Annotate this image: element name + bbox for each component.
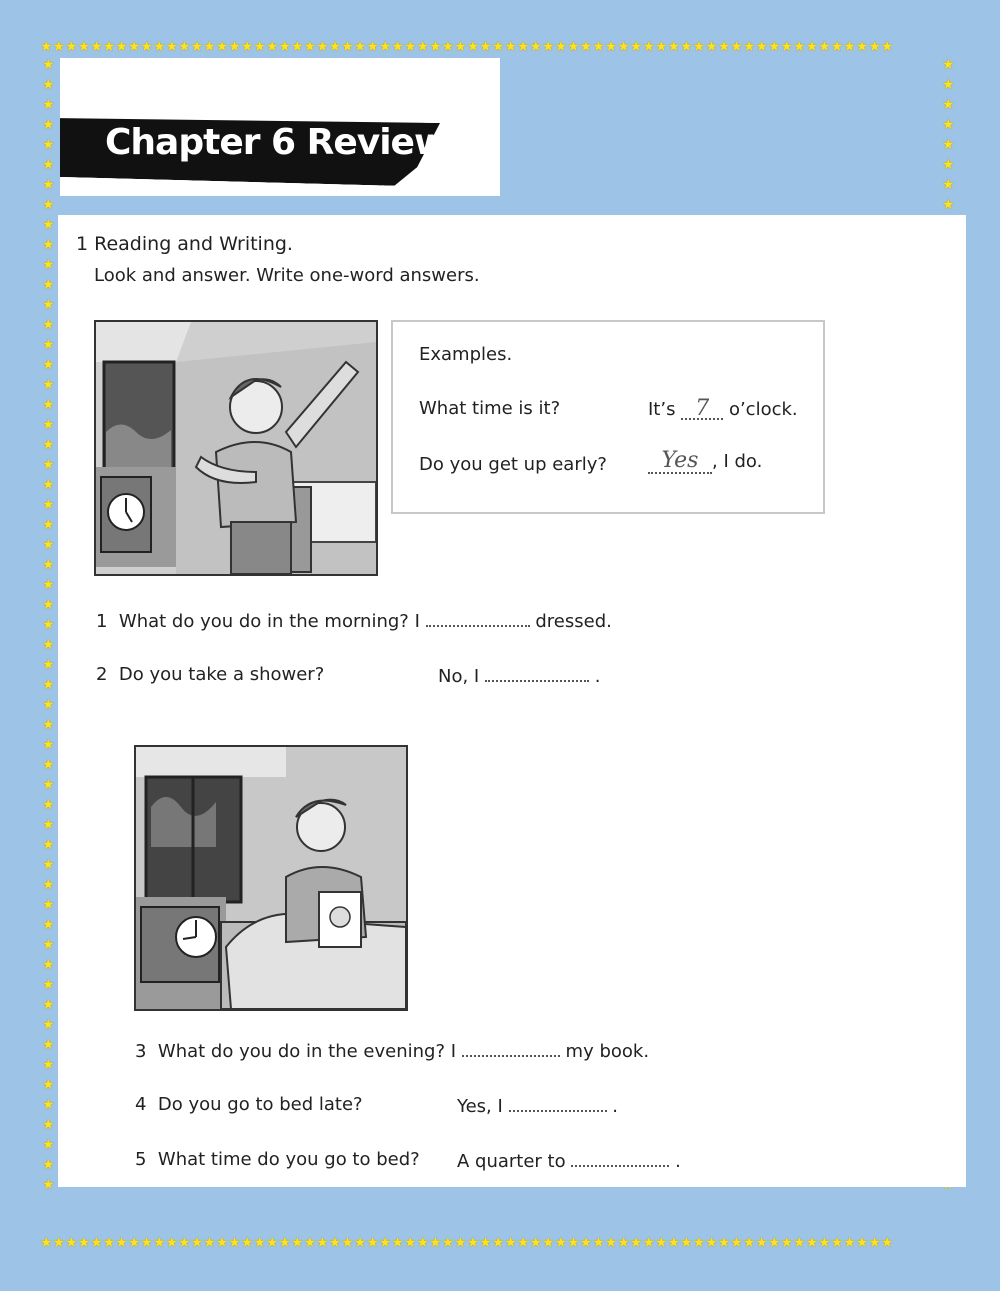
answer-blank[interactable]: [462, 1039, 560, 1057]
answer-suffix: my book.: [565, 1041, 650, 1062]
morning-picture: [94, 320, 378, 576]
example-question: What time is it?: [419, 398, 561, 419]
example-answer: [648, 448, 762, 474]
answer-5: [457, 1149, 681, 1172]
page-title: Chapter 6 Review: [105, 122, 447, 163]
question-text: What do you do in the evening?: [157, 1041, 446, 1062]
answer-blank[interactable]: [485, 664, 589, 682]
example-answer-fill: Yes: [648, 448, 712, 474]
star-border-bottom: ★★★★★★★★★★★★★★★★★★★★★★★★★★★★★★★★★★★★★★★★★★★★★★★★★★★★★★★★★★★★★★★★★★★★: [40, 1236, 894, 1251]
morning-illustration: [96, 322, 376, 574]
question-number: 2: [96, 664, 108, 685]
answer-prefix: No, I: [438, 666, 480, 687]
question-1: [96, 609, 612, 632]
example-answer-suffix: o’clock.: [728, 399, 798, 420]
question-number: 3: [135, 1041, 147, 1062]
answer-prefix: I: [450, 1041, 457, 1062]
section-title: 1 Reading and Writing.: [76, 233, 293, 255]
star-border-top: ★★★★★★★★★★★★★★★★★★★★★★★★★★★★★★★★★★★★★★★★★★★★★★★★★★★★★★★★★★★★★★★★★★★★: [40, 40, 894, 55]
answer-blank[interactable]: [509, 1094, 607, 1112]
section-instruction: Look and answer. Write one-word answers.: [94, 265, 480, 286]
question-4: [135, 1094, 363, 1115]
question-text: Do you take a shower?: [118, 664, 325, 685]
evening-illustration: [136, 747, 406, 1009]
star-border-left: ★★★★★★★★★★★★★★★★★★★★★★★★★★★★★★★★★★★★★★★★★★★★★★★★★★★★★★★★★: [42, 57, 55, 1193]
answer-prefix: I: [414, 611, 420, 632]
examples-heading: Examples.: [419, 344, 513, 365]
answer-prefix: Yes, I: [457, 1096, 503, 1117]
question-number: 4: [135, 1094, 147, 1115]
question-text: Do you go to bed late?: [157, 1094, 363, 1115]
example-answer-fill: 7: [681, 396, 723, 420]
question-text: What time do you go to bed?: [157, 1149, 420, 1170]
answer-suffix: .: [675, 1151, 681, 1172]
question-number: 5: [135, 1149, 147, 1170]
example-answer-suffix: , I do.: [712, 451, 763, 472]
answer-4: [457, 1094, 618, 1117]
star-border-right: ★★★★★★★★: [942, 57, 955, 213]
question-2: [96, 664, 324, 685]
answer-suffix: .: [594, 666, 601, 687]
answer-blank[interactable]: [571, 1149, 669, 1167]
example-question: Do you get up early?: [419, 454, 607, 475]
example-answer-prefix: It’s: [648, 399, 676, 420]
question-text: What do you do in the morning?: [118, 611, 409, 632]
evening-picture: [134, 745, 408, 1011]
question-3: [135, 1039, 649, 1062]
question-5: [135, 1149, 420, 1170]
question-number: 1: [96, 611, 108, 632]
answer-2: [438, 664, 600, 687]
answer-prefix: A quarter to: [457, 1151, 566, 1172]
title-box: [60, 58, 500, 196]
answer-blank[interactable]: [426, 609, 530, 627]
answer-suffix: .: [612, 1096, 619, 1117]
answer-suffix: dressed.: [535, 611, 612, 632]
example-answer: [648, 396, 798, 420]
worksheet: [58, 215, 966, 1187]
examples-box: [391, 320, 825, 514]
